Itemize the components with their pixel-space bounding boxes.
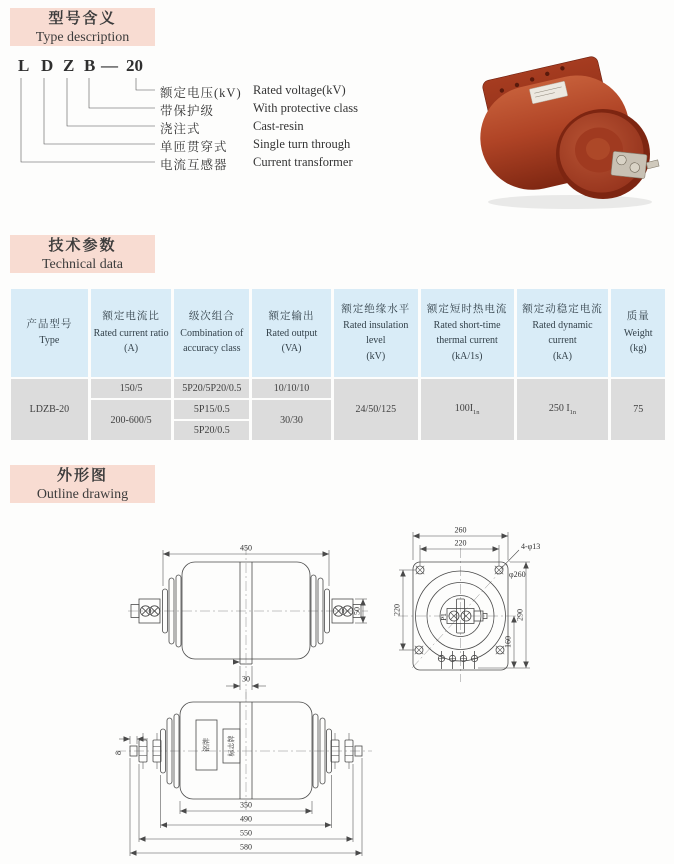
header-unit: (kg) bbox=[629, 343, 647, 355]
header-en: Rated output bbox=[265, 327, 318, 339]
header-zh: 额定输出 bbox=[268, 311, 315, 323]
header-unit: (VA) bbox=[281, 343, 302, 355]
flange-bolt-holes bbox=[415, 566, 504, 654]
header-en: Type bbox=[39, 335, 60, 347]
model-item-en: Cast-resin bbox=[253, 119, 304, 133]
header-en: Weight bbox=[623, 327, 653, 339]
cell-ratio-2: 200-600/5 bbox=[91, 400, 172, 440]
technical-data-table bbox=[8, 287, 668, 442]
cell-dynamic bbox=[517, 379, 609, 440]
terminal-label-p1: P1 bbox=[440, 613, 448, 621]
section-title-technical-data bbox=[10, 235, 155, 273]
cell-type: LDZB-20 bbox=[11, 379, 88, 440]
header-unit: (kA) bbox=[553, 350, 572, 362]
thermal-subscript: 1n bbox=[473, 409, 480, 416]
dim-50: 50 bbox=[352, 607, 362, 615]
dim-160: 160 bbox=[503, 636, 513, 648]
nameplate-label: 铭牌 bbox=[202, 738, 211, 752]
model-item-en: With protective class bbox=[253, 101, 359, 115]
table-header-row bbox=[11, 289, 665, 377]
dim-8: 8 bbox=[114, 751, 123, 755]
header-en: Rated short-time thermal current bbox=[433, 319, 501, 347]
header-unit: (kV) bbox=[366, 350, 386, 362]
dim-580: 580 bbox=[240, 842, 252, 852]
cell-output-1: 10/10/10 bbox=[252, 379, 331, 398]
section-title-zh: 型号含义 bbox=[48, 11, 117, 27]
dim-4-phi13: 4-φ13 bbox=[521, 542, 541, 551]
cell-accuracy-2: 5P15/0.5 bbox=[174, 400, 249, 419]
model-item-zh: 单匝贯穿式 bbox=[160, 140, 228, 154]
dim-30: 30 bbox=[242, 674, 250, 684]
header-en: Combination of accuracy class bbox=[180, 327, 244, 355]
col-header-insulation-level bbox=[334, 289, 418, 377]
header-zh: 额定绝缘水平 bbox=[341, 303, 411, 315]
dim-290: 290 bbox=[515, 609, 525, 621]
dim-550: 550 bbox=[240, 828, 252, 838]
model-item-zh: 带保护级 bbox=[160, 104, 215, 118]
section-title-en: Type description bbox=[35, 29, 130, 45]
model-item-en: Current transformer bbox=[253, 155, 353, 169]
model-item-zh: 电流互感器 bbox=[160, 158, 228, 172]
outline-drawings bbox=[0, 505, 674, 864]
secondary-terminal-screws bbox=[438, 651, 477, 669]
header-zh: 额定动稳定电流 bbox=[522, 303, 603, 315]
header-en: Rated insulation level bbox=[343, 319, 409, 347]
col-header-rated-output bbox=[252, 289, 331, 377]
cell-output-2: 30/30 bbox=[252, 400, 331, 440]
dynamic-value: 250 I bbox=[548, 403, 570, 414]
section-title-outline-drawing bbox=[10, 465, 155, 503]
section-title-en: Technical data bbox=[41, 256, 124, 272]
dim-220-top: 220 bbox=[454, 538, 467, 548]
cell-weight: 75 bbox=[611, 379, 665, 440]
dim-phi260: φ260 bbox=[509, 570, 526, 579]
col-header-current-ratio bbox=[91, 289, 172, 377]
cell-accuracy-3: 5P20/0.5 bbox=[174, 421, 249, 440]
primary-terminal bbox=[611, 151, 660, 180]
header-unit: (A) bbox=[124, 343, 139, 355]
model-letter-20: 20 bbox=[126, 56, 143, 75]
model-item-zh: 浇注式 bbox=[160, 122, 201, 136]
dim-220-left: 220 bbox=[392, 604, 402, 616]
header-unit: (kA/1s) bbox=[451, 350, 483, 362]
model-letter-dash: — bbox=[101, 56, 118, 75]
cell-ratio-1: 150/5 bbox=[91, 379, 172, 398]
cell-thermal bbox=[421, 379, 514, 440]
model-item-en: Single turn through bbox=[253, 137, 351, 151]
header-en: Rated current ratio bbox=[93, 327, 169, 339]
front-view-drawing bbox=[393, 526, 541, 683]
cell-insulation: 24/50/125 bbox=[334, 379, 418, 440]
col-header-weight bbox=[611, 289, 665, 377]
dim-350: 350 bbox=[240, 800, 252, 810]
photo-shadow bbox=[488, 195, 652, 209]
thermal-value: 100I bbox=[454, 403, 474, 414]
dim-450: 450 bbox=[240, 543, 252, 553]
section-title-en: Outline drawing bbox=[36, 486, 129, 502]
header-zh: 额定短时热电流 bbox=[426, 303, 508, 315]
model-item-zh: 额定电压(kV) bbox=[160, 86, 242, 100]
header-zh: 质量 bbox=[626, 311, 650, 323]
model-letter-b: B bbox=[84, 56, 96, 75]
model-letter-d: D bbox=[41, 56, 54, 75]
marking-label: 标志牌 bbox=[227, 735, 236, 757]
col-header-type bbox=[11, 289, 88, 377]
col-header-dynamic-current bbox=[517, 289, 609, 377]
col-header-accuracy-class bbox=[174, 289, 249, 377]
table-row bbox=[11, 379, 665, 398]
model-letter-z: Z bbox=[63, 56, 75, 75]
section-title-zh: 技术参数 bbox=[48, 238, 117, 254]
col-header-thermal-current bbox=[421, 289, 514, 377]
header-zh: 产品型号 bbox=[26, 319, 73, 331]
dynamic-subscript: 1n bbox=[569, 409, 577, 416]
model-item-en: Rated voltage(kV) bbox=[253, 83, 346, 97]
header-zh: 额定电流比 bbox=[102, 311, 160, 323]
side-view-drawing bbox=[128, 544, 368, 701]
model-letter-l: L bbox=[18, 56, 30, 75]
dim-260: 260 bbox=[454, 525, 467, 535]
header-zh: 级次组合 bbox=[188, 311, 235, 323]
product-photo bbox=[452, 53, 670, 215]
section-title-zh: 外形图 bbox=[56, 468, 108, 484]
bottom-view-drawing bbox=[114, 692, 372, 856]
cell-accuracy-1: 5P20/5P20/0.5 bbox=[174, 379, 249, 398]
dim-490: 490 bbox=[240, 814, 252, 824]
header-en: Rated dynamic current bbox=[532, 319, 593, 347]
